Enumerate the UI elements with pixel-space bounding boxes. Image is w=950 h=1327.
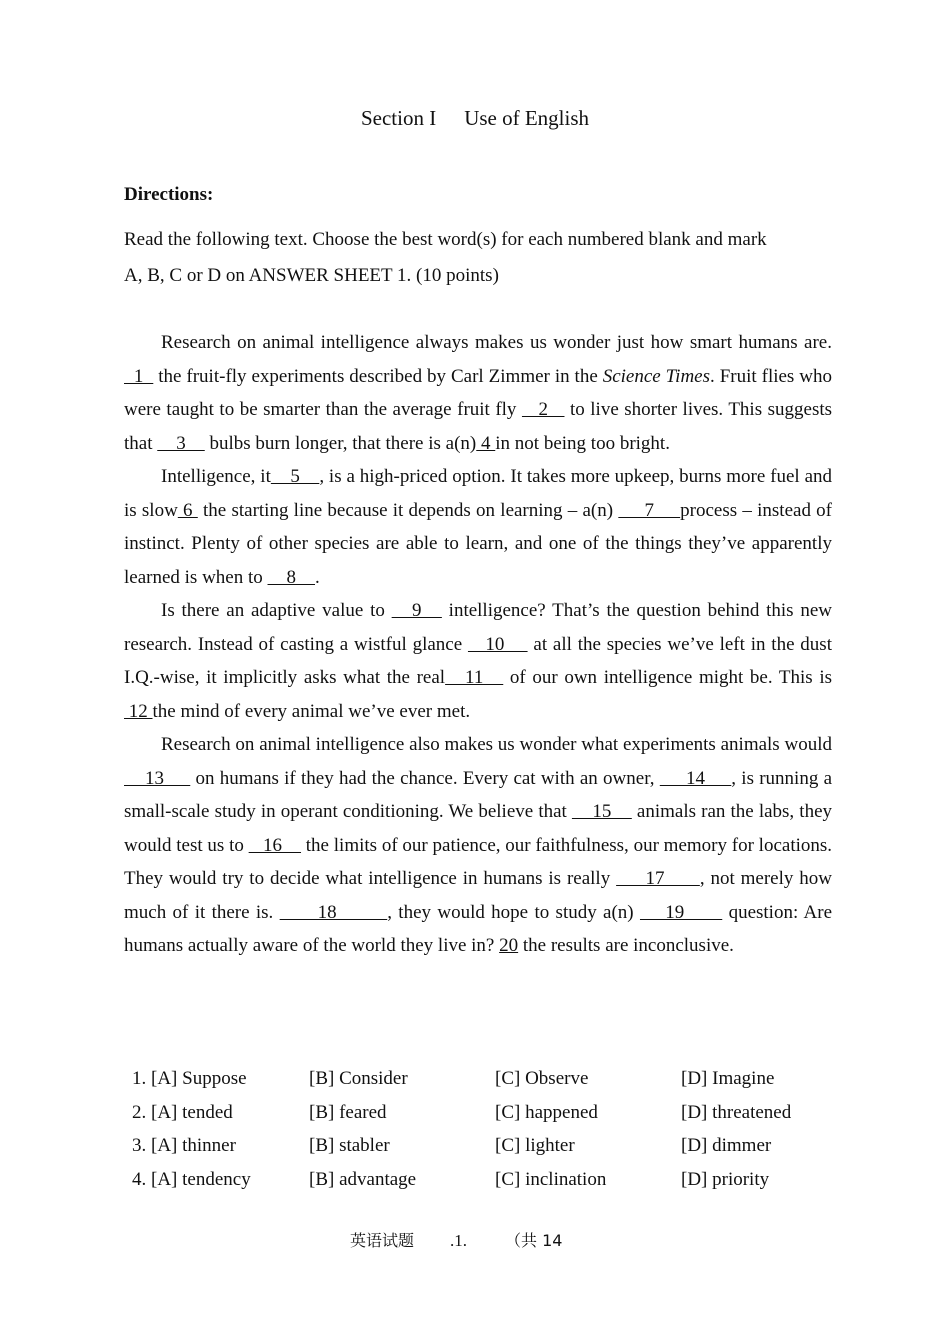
blank-1: 1 (124, 365, 154, 387)
option-d: [D] priority (681, 1168, 770, 1190)
option-b: [B] advantage (309, 1168, 417, 1190)
publication-title: Science Times (602, 365, 711, 387)
question-4-options (132, 1163, 821, 1197)
option-b: [B] feared (309, 1101, 387, 1123)
option-a: 1. [A] Suppose (132, 1068, 247, 1089)
directions-label: Directions: (124, 184, 214, 205)
paragraph-3: Is there an adaptive value to 9 intelligence? That’s the question behind this new research. Instead of casting a wistful glance 10 at all the species we’ve left in the dust I.Q.-wise, it implicitly asks what the real 11 of our own intelligence might be. This is 12 the mind of every animal we’ve ever met. (124, 600, 833, 722)
option-d: [D] threatened (681, 1101, 792, 1123)
option-d: [D] Imagine (681, 1068, 775, 1089)
paragraph-2: Intelligence, it 5 , is a high-priced option. It takes more upkeep, burns more fuel and is slow 6 the starting line because it depends on learning – a(n) 7 process – instead of instinct. Plenty of other species are able to learn, and one of the things they’ve apparently learned is when to 8 . (124, 466, 833, 588)
question-3-options (132, 1129, 821, 1163)
question-2-options (132, 1096, 821, 1130)
paragraph-1: Research on animal intelligence always makes us wonder just how smart humans are. 1 the fruit-fly experiments described by Carl Zimmer in the Science Times. Fruit flies who were taught to be smarter than the average fruit fly 2 to live shorter lives. This suggests that 3 bulbs burn longer, that there is a(n) 4 in not being too bright. (124, 332, 833, 454)
blank-4: 4 (476, 432, 496, 454)
question-1-options (132, 1062, 821, 1096)
blank-15: 15 (571, 801, 632, 822)
option-c: [C] lighter (495, 1135, 575, 1156)
option-d: [D] dimmer (681, 1135, 772, 1156)
blank-3: 3 (157, 432, 205, 454)
blank-11: 11 (445, 667, 504, 688)
blank-19: 19 (639, 901, 723, 923)
blank-17: 17 (616, 868, 700, 889)
directions-text: Read the following text. Choose the best word(s) for each numbered blank and mark A, B, C or D on ANSWER SHEET 1. (10 points) (124, 229, 767, 286)
blank-7: 7 (618, 499, 681, 521)
blank-20: 20 (499, 935, 519, 956)
option-c: [C] happened (495, 1101, 598, 1123)
reading-passage (124, 326, 832, 963)
page-footer (350, 1228, 562, 1251)
blank-5: 5 (270, 466, 320, 487)
blank-10: 10 (467, 633, 528, 655)
blank-9: 9 (391, 600, 442, 621)
footer-total-pages: （共 14 (505, 1231, 563, 1250)
option-a: 3. [A] thinner (132, 1135, 236, 1156)
option-b: [B] Consider (309, 1068, 408, 1089)
option-a: 2. [A] tended (132, 1101, 233, 1123)
section-title (0, 106, 950, 131)
blank-14: 14 (659, 767, 732, 789)
blank-2: 2 (521, 399, 565, 420)
blank-16: 16 (248, 834, 302, 856)
answer-options (132, 1062, 821, 1196)
blank-8: 8 (267, 566, 316, 588)
option-b: [B] stabler (309, 1135, 390, 1156)
option-c: [C] Observe (495, 1068, 589, 1089)
paragraph-4: Research on animal intelligence also makes us wonder what experiments animals would 13 on humans if they had the chance. Every cat with an owner, 14 , is running a small-scale study in operant conditioning. We believe that 15 animals ran the labs, they would test us to 16 the limits of our patience, our faithfulness, our memory for locations. They would try to decide what intelligence in humans is really 17 , not merely how much of it there is. 18 , they would hope to study a(n) 19 question: Are humans actually aware of the world they live in? 20 the results are inconclusive. (124, 734, 833, 956)
blank-13: 13 (124, 767, 191, 789)
footer-page-number: .1. (450, 1231, 467, 1250)
option-c: [C] inclination (495, 1168, 607, 1190)
option-a: 4. [A] tendency (132, 1168, 251, 1190)
section-name: Use of English (464, 106, 590, 130)
blank-12: 12 (124, 700, 153, 722)
section-number: Section I (360, 106, 437, 130)
blank-18: 18 (279, 901, 388, 923)
blank-6: 6 (177, 499, 198, 521)
footer-subject: 英语试题 (350, 1231, 415, 1250)
